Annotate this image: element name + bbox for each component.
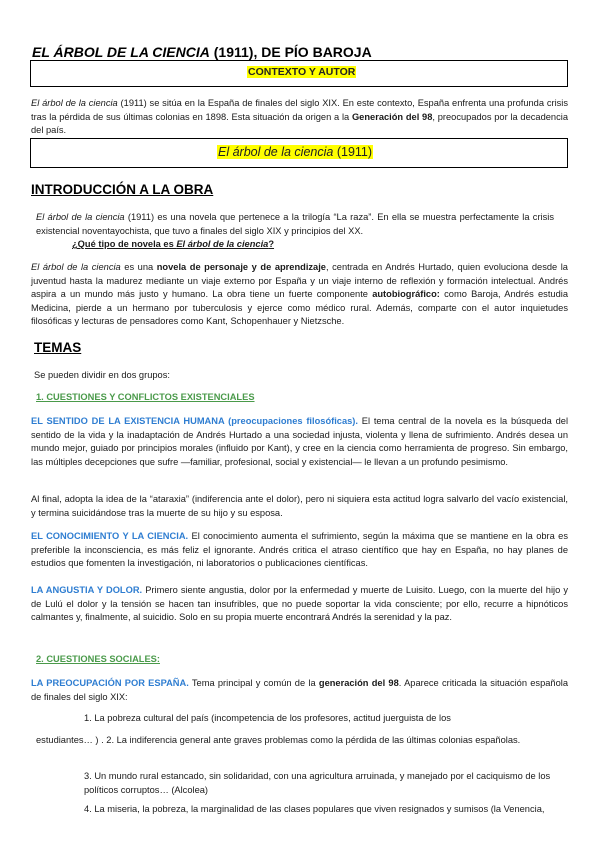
angustia-text: Primero siente angustia, dolor por la enfermedad y muerte de Luisito. Luego, con la muerte del hijo y de Lulú el dolor y la tensión se hacen tan insufribles, que no puede soportar la vida consciente; por ello, recurre a hipnóticos calmantes y, finalmente, al suicidio. Solo en su propia muerte encontrará Andrés la serenidad y la paz. [31,585,568,622]
question-pre: ¿Qué tipo de novela es [72,239,177,249]
list-item-1b: estudiantes… ) . 2. La indiferencia general ante graves problemas como la pérdida de las últimas colonias españolas. [36,735,521,745]
angustia-label: LA ANGUSTIA Y DOLOR. [31,585,143,595]
context-box [30,60,568,87]
group1-heading: 1. CUESTIONES Y CONFLICTOS EXISTENCIALES [36,392,255,402]
temas-divide: Se pueden dividir en dos grupos: [34,370,170,380]
intro-paragraph-1 [36,211,554,252]
angustia-paragraph [31,584,568,625]
context-paragraph [31,97,568,138]
preocupacion-label: LA PREOCUPACIÓN POR ESPAÑA. [31,678,189,688]
preocupacion-text-2: . Aparece criticada la situación española de finales del siglo XIX: [31,678,568,702]
intro2-text-2: , centrada en Andrés Hurtado, quien evoluciona desde la juventud hasta la madurez mediante un viaje externo por España y un viaje interno de reflexión y formación intelectual. Andrés aspira a un mundo más justo y humano. La obra tiene un fuerte componente [31,262,568,299]
intro2-text-1: es una [120,262,157,272]
novel-type-question [36,238,554,252]
ataraxia-paragraph: Al final, adopta la idea de la “ataraxia” (indiferencia ante el dolor), pero ni siquiera esta actitud logra salvarlo del vacío existencial, y termina suicidándose tras la muerte de su hijo y su esposa. [31,494,568,518]
title-rest: (1911), DE PÍO BAROJA [209,44,372,60]
preocupacion-paragraph [31,677,568,704]
book-label-italic: El árbol de la ciencia [218,145,334,159]
sentido-label: EL SENTIDO DE LA EXISTENCIA HUMANA (preocupaciones filosóficas). [31,416,358,426]
autobiographic: autobiográfico: [372,289,440,299]
context-text-1: (1911) se sitúa en la España de finales del siglo XIX. En este contexto, España enfrenta una profunda crisis tras la pérdida de sus últimas colonias en 1898. Esta situación da origen a la [31,98,568,122]
list-item-3: 3. Un mundo rural estancado, sin solidaridad, con una agricultura arruinada, y manejado por el caciquismo de los políticos corruptos… (Alcolea) [84,771,551,795]
list-item-1a: 1. La pobreza cultural del país (incompetencia de los profesores, actitud juerguista de los [84,713,451,723]
novel-type: novela de personaje y de aprendizaje [156,262,326,272]
conocimiento-label: EL CONOCIMIENTO Y LA CIENCIA. [31,531,189,541]
sentido-text: El tema central de la novela es la búsqueda del sentido de la vida y la inadaptación de Andrés Hurtado a una sociedad injusta, violenta y llena de sufrimiento. Andrés desea un mundo mejor, guiado por principios morales (influido por Kant), y cree en la ciencia como herramienta de progreso. Sin embargo, las múltiples decepciones que sufre —familiar, profesional, social y existencial— le llevan a un profundo pesimismo. [31,416,569,467]
question-italic: El árbol de la ciencia [176,239,269,249]
intro-heading: INTRODUCCIÓN A LA OBRA [31,182,214,197]
title-italic: EL ÁRBOL DE LA CIENCIA [32,44,210,60]
page-title [32,44,372,60]
intro2-text-3: como Baroja, Andrés estudia Medicina, pierde a un hermano por tuberculosis y ejerce como médico rural. Además, comparte con el autor inquietudes filosóficas y lecturas de pensadores como Kant, Schopenhauer y Nietzsche. [31,289,568,326]
context-text-2: , preocupados por la decadencia del país. [31,111,568,135]
intro-book-title: El árbol de la ciencia [36,212,125,222]
intro-paragraph-2 [31,261,568,329]
list-item-4: 4. La miseria, la pobreza, la marginalidad de las clases populares que viven resignados y sumisos (la Venencia, [84,804,545,814]
conocimiento-text: El conocimiento aumenta el sufrimiento, según la máxima que se mantiene en la obra es preferible la inconsciencia, es más feliz el ignorante. Andrés critica el atraso científico que hay en España, no hay planes de estudios que fomenten la investigación, ni laboratorios o publicaciones científicas. [31,531,568,568]
context-book-title: El árbol de la ciencia [31,98,118,108]
generation-98: Generación del 98 [351,111,433,122]
context-label: CONTEXTO Y AUTOR [248,66,356,78]
preocupacion-text-1: Tema principal y común de la [188,678,319,688]
sentido-paragraph [31,415,568,469]
book-label [217,145,373,159]
conocimiento-paragraph [31,530,568,571]
temas-heading: TEMAS [34,340,82,355]
book-box [30,138,568,168]
book-label-year: (1911) [333,145,373,159]
intro2-book-title: El árbol de la ciencia [31,262,121,272]
intro-text-1: (1911) es una novela que pertenece a la trilogía “La raza”. En ella se muestra perfectamente la crisis existencial noventayochista, que tuvo a finales del siglo XIX y principios del XX. [36,212,554,236]
question-post: ? [268,239,275,249]
preocupacion-bold: generación del 98 [318,678,399,688]
group2-heading: 2. CUESTIONES SOCIALES: [36,654,160,664]
